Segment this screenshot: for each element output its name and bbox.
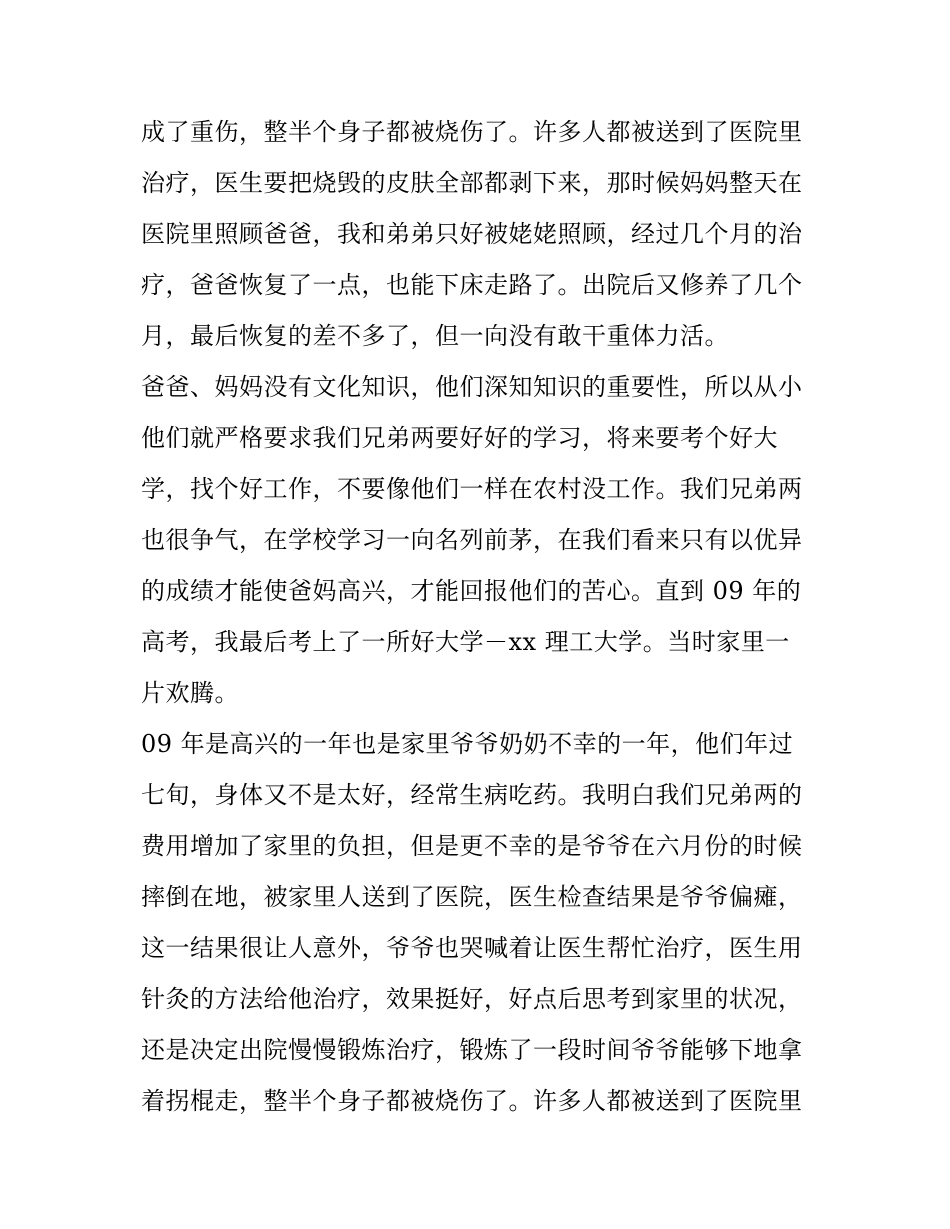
text-line: 还是决定出院慢慢锻炼治疗，锻炼了一段时间爷爷能够下地拿 [141, 1036, 803, 1064]
text-line: 片欢腾。 [141, 679, 239, 707]
text-line: 针灸的方法给他治疗，效果挺好，好点后思考到家里的状况， [141, 985, 803, 1013]
text-line: 也很争气，在学校学习一向名列前茅，在我们看来只有以优异 [141, 526, 803, 554]
text-line: 疗，爸爸恢复了一点，也能下床走路了。出院后又修养了几个 [141, 271, 803, 299]
text-line: 这一结果很让人意外，爷爷也哭喊着让医生帮忙治疗，医生用 [141, 934, 803, 962]
text-line: 费用增加了家里的负担，但是更不幸的是爷爷在六月份的时候 [141, 832, 803, 860]
text-line: 治疗，医生要把烧毁的皮肤全部都剥下来，那时候妈妈整天在 [141, 169, 803, 197]
text-line: 摔倒在地，被家里人送到了医院，医生检查结果是爷爷偏瘫， [141, 883, 803, 911]
text-line: 高考，我最后考上了一所好大学－xx 理工大学。当时家里一 [141, 628, 790, 656]
text-line: 他们就严格要求我们兄弟两要好好的学习，将来要考个好大 [141, 424, 778, 452]
text-line: 月，最后恢复的差不多了，但一向没有敢干重体力活。 [141, 322, 729, 350]
text-line: 学，找个好工作，不要像他们一样在农村没工作。我们兄弟两 [141, 475, 803, 503]
text-line: 七旬，身体又不是太好，经常生病吃药。我明白我们兄弟两的 [141, 781, 803, 809]
text-line: 医院里照顾爸爸，我和弟弟只好被姥姥照顾，经过几个月的治 [141, 220, 803, 248]
text-line: 09 年是高兴的一年也是家里爷爷奶奶不幸的一年，他们年过 [141, 730, 794, 758]
text-line: 成了重伤，整半个身子都被烧伤了。许多人都被送到了医院里 [141, 118, 803, 146]
text-line: 的成绩才能使爸妈高兴，才能回报他们的苦心。直到 09 年的 [141, 577, 802, 605]
text-line: 爸爸、妈妈没有文化知识，他们深知知识的重要性，所以从小 [141, 373, 803, 401]
text-line: 着拐棍走，整半个身子都被烧伤了。许多人都被送到了医院里 [141, 1087, 803, 1115]
